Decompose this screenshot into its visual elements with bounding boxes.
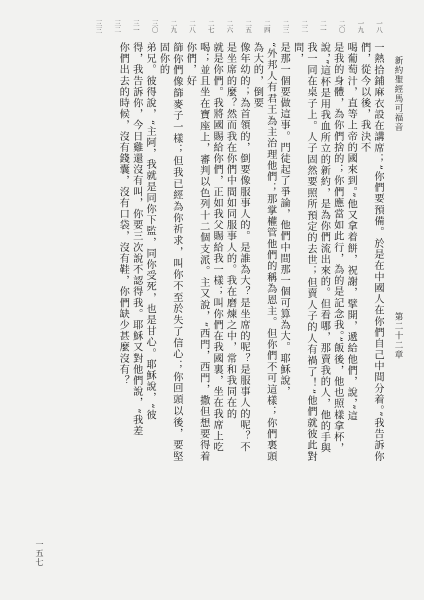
scripture-text: [84, 42, 384, 462]
verse-number: 二八: [188, 20, 196, 33]
text-line: 是我的身體，為你們捨的；你們應當如此行，為的是記念我。”飯後，他也照樣拿杯，: [331, 42, 343, 454]
verse-number: 二三: [281, 20, 290, 33]
text-line: 說，”這杯是用我血所立的新約，是為你們流出來的。但看哪，那賣我的人，他的手與: [318, 42, 330, 454]
verse-number-row: [84, 20, 384, 40]
verse-number: 二四: [262, 20, 271, 33]
verse-number: 一八: [375, 20, 383, 33]
verse-number: 二二: [300, 20, 309, 33]
verse-number: 二七: [206, 20, 215, 33]
verse-number: 二六: [225, 20, 234, 33]
page-number: 一五七: [35, 540, 44, 567]
verse-number: 二五: [244, 20, 253, 33]
verse-number: 二一: [318, 20, 327, 33]
text-line: 是坐席的麼？然而我在你們中間如同服事人的。我在磨煉之中，常和我同在的: [224, 42, 236, 420]
verse-number: 三〇: [150, 20, 159, 33]
text-line: “外邦人有君王為主治理他們；那掌權管他們的稱為恩主。但你們不可這樣；你們裏頭為大的，倒要: [251, 42, 276, 462]
verse-number: 一九: [356, 20, 365, 33]
text-line: 喝；並且坐在寶座上，審判以色列十二個支派。主又說，“西門，西門，撒但想要得着你們，好: [184, 42, 209, 462]
text-line: 得，我告訴你，今日雞還沒有叫，你要三次說不認得我。耶穌又對他們說，“我差: [130, 42, 142, 437]
verse-number: 三一: [131, 20, 140, 33]
verse-number: 二〇: [337, 20, 346, 33]
verse-number: 二九: [169, 20, 178, 33]
text-line: 我一同在桌子上。人子固然要照所預定的去世；但賣人子的人有禍了！”他們就彼此對問，: [291, 42, 316, 462]
text-line: 篩你們像篩麥子一樣；但我已經為你祈求，叫你不至於失了信心；你回頭以後，要堅固你的: [157, 42, 182, 462]
text-line: 你們出去的時候，沒有錢囊，沒有口袋，沒有鞋，你們缺少甚麼沒有？: [117, 42, 129, 387]
text-line: 一熱拾鋪麻衣設在講席；”你們要預備。於是在中國人在你們自己中間分着。”我告訴你們，從今以後，我決不: [358, 42, 383, 462]
text-line: 就是你們。我將國賜給你們，正如我父賜給我一樣；叫你們在我國裏，坐在我席上吃: [211, 42, 223, 453]
text-line: 喝葡萄汁，直等上帝的國來到。”他又拿着餅，祝謝，擘開，遞給他們，說，”這: [345, 42, 357, 422]
text-line: 弟兄。彼得說，“主阿，我就是同你下監，同你受死，也是甘心。耶穌說，“彼: [144, 42, 156, 421]
verse-number: 三二: [113, 20, 122, 33]
verse-number: 三三: [94, 20, 103, 33]
chapter-label: 第二十二章: [393, 312, 403, 360]
text-line: 像年幼的；為首領的，倒要像服事人的。是誰為大？是坐席的呢？是服事人的呢？不: [237, 42, 249, 453]
page-header: [392, 56, 404, 360]
text-line: 是那一個要做這事。門徒起了爭論，他們中間那一個可算為大。耶穌說，: [278, 42, 290, 398]
running-title: 新約聖經馬可福音: [393, 56, 403, 132]
